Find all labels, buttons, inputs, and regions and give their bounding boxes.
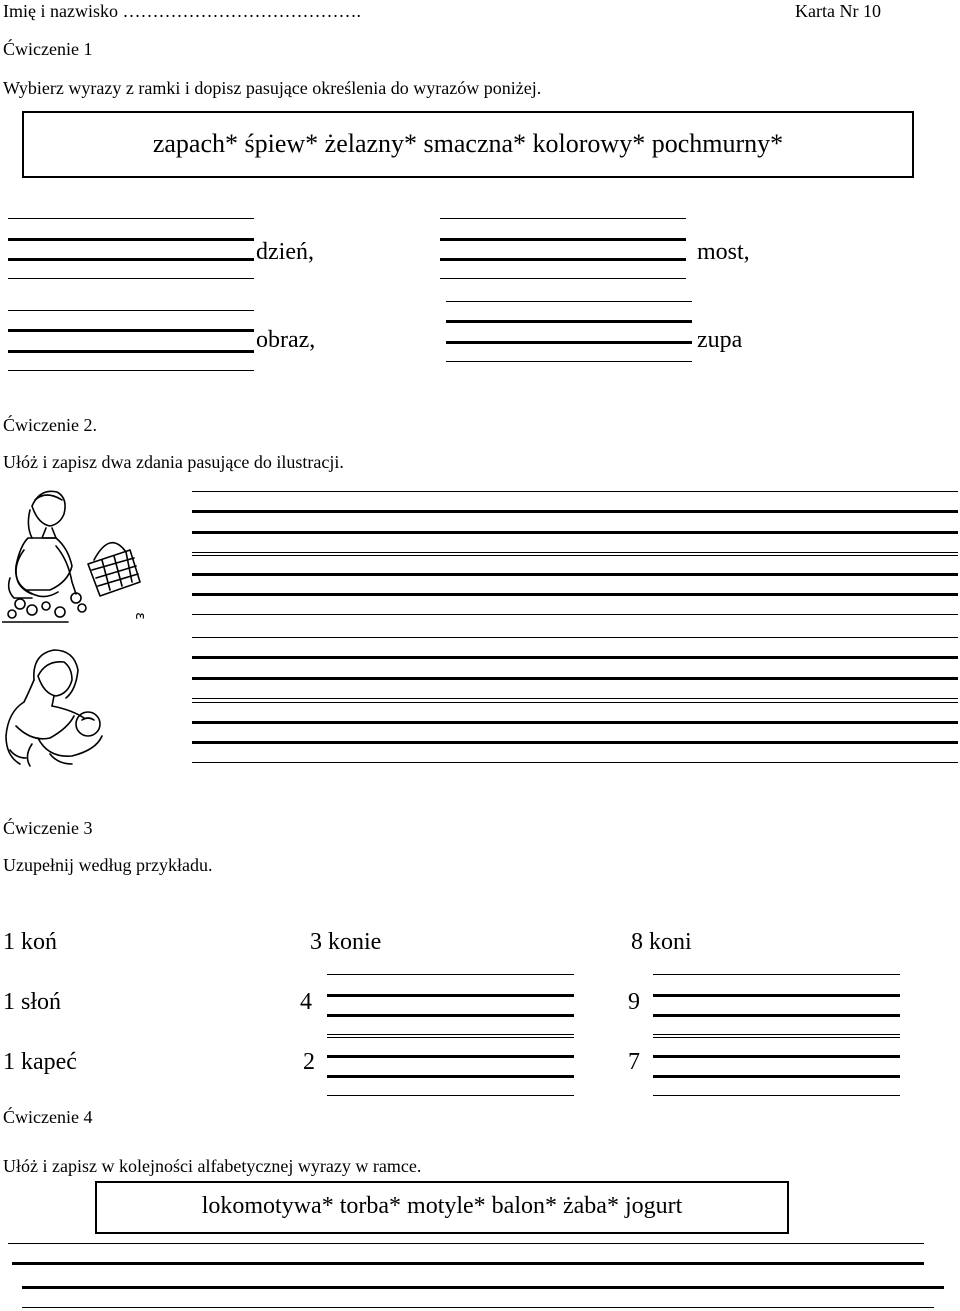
writing-line[interactable] <box>192 741 958 744</box>
writing-line[interactable] <box>653 1075 900 1078</box>
writing-line[interactable] <box>446 341 692 344</box>
word-obraz: obraz, <box>256 327 316 353</box>
writing-line[interactable] <box>192 510 958 513</box>
row-number: 2 <box>303 1049 315 1075</box>
card-label: Karta Nr 10 <box>795 1 881 21</box>
writing-line[interactable] <box>192 552 958 553</box>
writing-line[interactable] <box>440 258 686 261</box>
exercise4-word-box-text: lokomotywa* torba* motyle* balon* żaba* jogurt <box>201 1193 683 1219</box>
writing-line[interactable] <box>192 721 958 724</box>
illustration-mark: ε <box>131 612 148 620</box>
writing-line[interactable] <box>440 218 686 219</box>
writing-line[interactable] <box>192 573 958 576</box>
writing-line[interactable] <box>192 677 958 680</box>
writing-line[interactable] <box>327 994 574 997</box>
exercise4-title: Ćwiczenie 4 <box>3 1107 93 1127</box>
exercise2-title: Ćwiczenie 2. <box>3 415 97 435</box>
writing-line[interactable] <box>22 1307 934 1308</box>
writing-line[interactable] <box>653 1014 900 1017</box>
name-label: Imię i nazwisko …………………………………. <box>3 1 361 21</box>
writing-line[interactable] <box>8 218 254 219</box>
writing-line[interactable] <box>192 637 958 638</box>
exercise3-title: Ćwiczenie 3 <box>3 818 93 838</box>
writing-line[interactable] <box>8 258 254 261</box>
writing-line[interactable] <box>327 1034 574 1035</box>
example-singular: 1 koń <box>3 929 57 955</box>
writing-line[interactable] <box>440 238 686 241</box>
girl-picking-flowers-illustration <box>2 486 152 626</box>
word-dzien: dzień, <box>256 239 314 265</box>
writing-line[interactable] <box>446 361 692 362</box>
writing-line[interactable] <box>440 278 686 279</box>
exercise1-title: Ćwiczenie 1 <box>3 39 93 59</box>
writing-line[interactable] <box>192 762 958 763</box>
writing-line[interactable] <box>192 593 958 596</box>
writing-line[interactable] <box>192 702 958 703</box>
writing-line[interactable] <box>327 1014 574 1017</box>
writing-line[interactable] <box>327 1075 574 1078</box>
writing-line[interactable] <box>8 370 254 371</box>
writing-line[interactable] <box>192 555 958 556</box>
writing-line[interactable] <box>22 1286 944 1289</box>
writing-line[interactable] <box>192 614 958 615</box>
exercise4-word-box <box>95 1181 789 1234</box>
writing-line[interactable] <box>653 1034 900 1035</box>
writing-line[interactable] <box>653 994 900 997</box>
writing-line[interactable] <box>192 656 958 659</box>
writing-line[interactable] <box>327 1037 574 1038</box>
word-zupa: zupa <box>697 327 743 353</box>
writing-line[interactable] <box>192 531 958 534</box>
writing-line[interactable] <box>12 1262 924 1265</box>
writing-line[interactable] <box>327 974 574 975</box>
exercise3-instruction: Uzupełnij według przykładu. <box>3 855 213 875</box>
example-many: 8 koni <box>631 929 692 955</box>
writing-line[interactable] <box>653 1055 900 1058</box>
exercise1-word-box <box>22 111 914 178</box>
word-most: most, <box>697 239 750 265</box>
exercise4-instruction: Ułóż i zapisz w kolejności alfabetycznej wyrazy w ramce. <box>3 1156 422 1176</box>
writing-line[interactable] <box>8 278 254 279</box>
writing-line[interactable] <box>446 301 692 302</box>
row-word-kapec: 1 kapeć <box>3 1049 77 1075</box>
writing-line[interactable] <box>327 1095 574 1096</box>
writing-line[interactable] <box>192 698 958 699</box>
writing-line[interactable] <box>653 1037 900 1038</box>
row-number: 9 <box>628 989 640 1015</box>
writing-line[interactable] <box>8 350 254 353</box>
writing-line[interactable] <box>192 491 958 492</box>
writing-line[interactable] <box>653 1095 900 1096</box>
exercise1-instruction: Wybierz wyrazy z ramki i dopisz pasujące określenia do wyrazów poniżej. <box>3 78 542 98</box>
row-word-slon: 1 słoń <box>3 989 62 1015</box>
writing-line[interactable] <box>8 329 254 332</box>
row-number: 7 <box>628 1049 640 1075</box>
writing-line[interactable] <box>8 238 254 241</box>
writing-line[interactable] <box>653 974 900 975</box>
writing-line[interactable] <box>327 1055 574 1058</box>
exercise1-word-box-text: zapach* śpiew* żelazny* smaczna* kolorowy* pochmurny* <box>152 129 784 158</box>
example-few: 3 konie <box>310 929 382 955</box>
writing-line[interactable] <box>8 1243 924 1244</box>
mother-with-baby-illustration <box>2 646 114 770</box>
exercise2-instruction: Ułóż i zapisz dwa zdania pasujące do ilustracji. <box>3 452 344 472</box>
writing-line[interactable] <box>8 310 254 311</box>
row-number: 4 <box>300 989 312 1015</box>
writing-line[interactable] <box>446 320 692 323</box>
